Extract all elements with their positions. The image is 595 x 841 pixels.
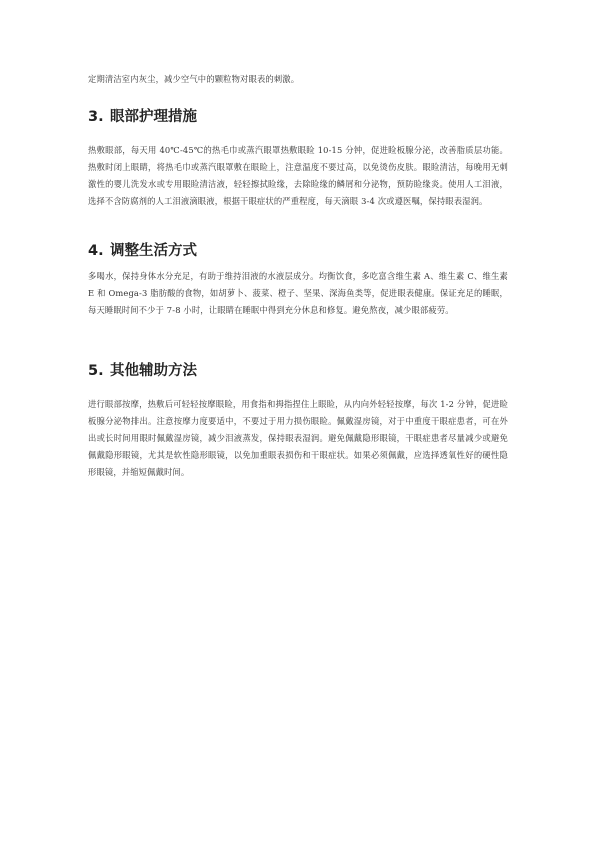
section-4-paragraph: 多喝水，保持身体水分充足，有助于维持泪液的水液层成分。均衡饮食，多吃富含维生素 A、维生素 C、维生素 E 和 Omega-3 脂肪酸的食物，如胡萝卜、菠菜、橙子、坚果、深海鱼类等，促进眼表健康。保证充足的睡眠，每天睡眠时间不少于 7-8 小时，让眼睛在睡眠中得到充分休息和修复。避免熬夜，减少眼部疲劳。: [88, 271, 508, 315]
section-heading-3: [88, 108, 197, 126]
section-5-paragraph: 进行眼部按摩，热敷后可轻轻按摩眼睑，用食指和拇指捏住上眼睑，从内向外轻轻按摩，每次 1-2 分钟，促进睑板腺分泌物排出。注意按摩力度要适中，不要过于用力损伤眼睑。佩戴湿房镜，对于中重度干眼症患者，可在外出或长时间用眼时佩戴湿房镜，减少泪液蒸发，保持眼表湿润。避免佩戴隐形眼镜，干眼症患者尽量减少或避免佩戴隐形眼镜，尤其是软性隐形眼镜，以免加重眼表损伤和干眼症状。如果必须佩戴，应选择透氧性好的硬性隐形眼镜，并缩短佩戴时间。: [88, 399, 508, 477]
section-heading-4: [88, 242, 197, 260]
section-number: 4.: [88, 243, 104, 259]
section-heading-5: [88, 362, 197, 380]
section-number: 3.: [88, 109, 104, 125]
section-3-paragraph: 热敷眼部，每天用 40℃-45℃的热毛巾或蒸汽眼罩热敷眼睑 10-15 分钟，促进睑板腺分泌，改善脂质层功能。热敷时闭上眼睛，将热毛巾或蒸汽眼罩敷在眼睑上，注意温度不要过高，以免烫伤皮肤。眼睑清洁，每晚用无刺激性的婴儿洗发水或专用眼睑清洁液，轻轻擦拭睑缘，去除睑缘的鳞屑和分泌物，预防睑缘炎。使用人工泪液，选择不含防腐剂的人工泪液滴眼液，根据干眼症状的严重程度，每天滴眼 3-4 次或遵医嘱，保持眼表湿润。: [88, 145, 508, 206]
section-title: 其他辅助方法: [110, 363, 197, 379]
section-title: 眼部护理措施: [110, 109, 197, 125]
intro-paragraph: 定期清洁室内灰尘，减少空气中的颗粒物对眼表的刺激。: [88, 74, 300, 84]
section-title: 调整生活方式: [110, 243, 197, 259]
section-number: 5.: [88, 363, 104, 379]
